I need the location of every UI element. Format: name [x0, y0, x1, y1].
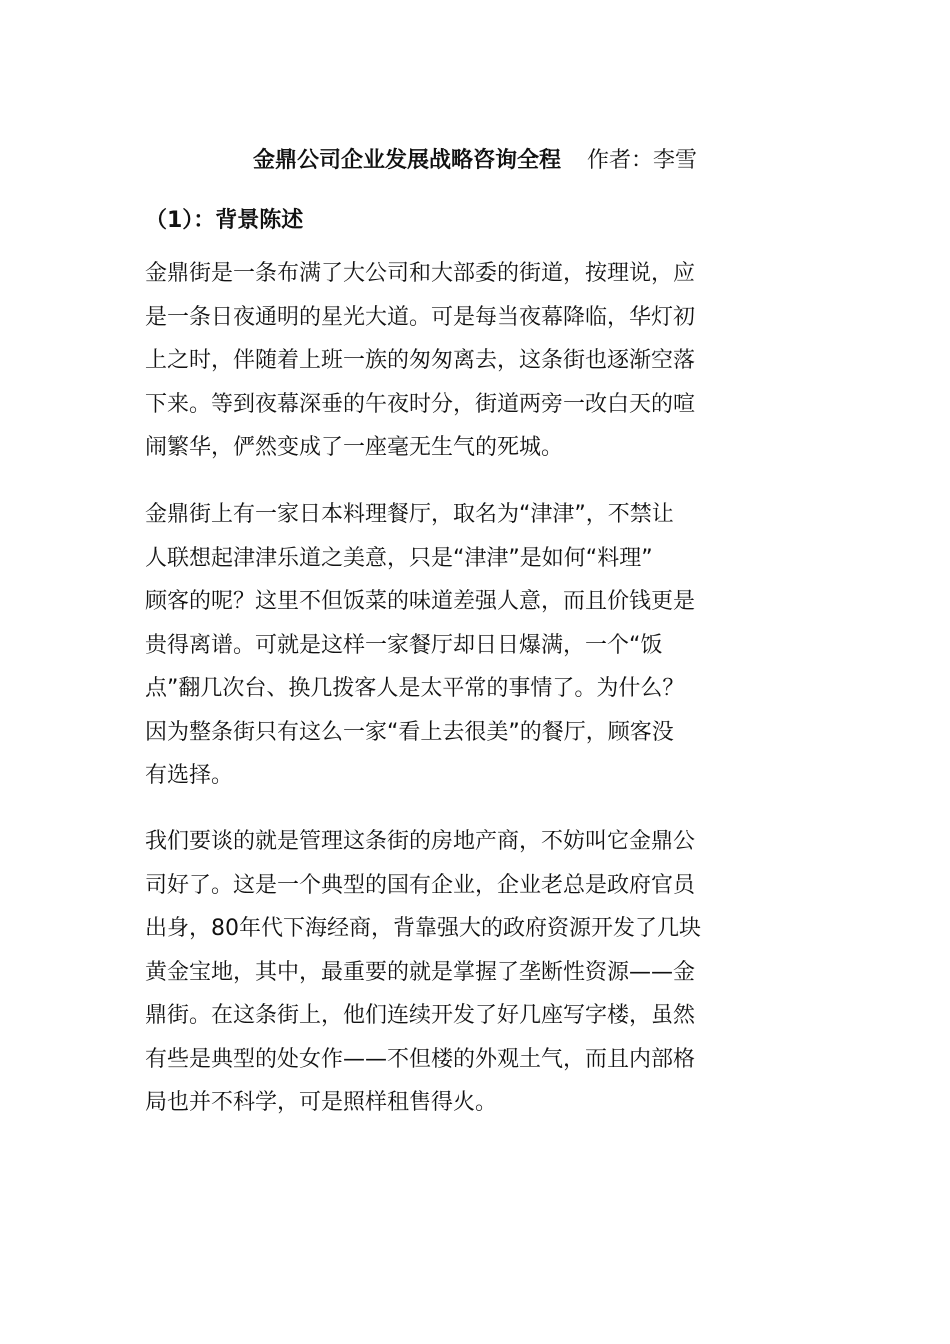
- paragraph-line: 黄金宝地，其中，最重要的就是掌握了垄断性资源——金: [145, 959, 696, 985]
- paragraph-line: 是一条日夜通明的星光大道。可是每当夜幕降临，华灯初: [145, 304, 696, 330]
- paragraph-line: 点”翻几次台、换几拨客人是太平常的事情了。为什么？: [145, 676, 685, 701]
- paragraph-line: 鼎街。在这条街上，他们连续开发了好几座写字楼，虽然: [145, 1003, 696, 1028]
- paragraph-line: 贵得离谱。可就是这样一家餐厅却日日爆满，一个“饭: [145, 632, 663, 658]
- paragraph-line: 金鼎街上有一家日本料理餐厅，取名为“津津”，不禁让: [145, 502, 674, 527]
- paragraph-line: 有些是典型的处女作——不但楼的外观土气，而且内部格: [145, 1046, 696, 1072]
- paragraph-line: 我们要谈的就是管理这条街的房地产商，不妨叫它金鼎公: [145, 829, 696, 854]
- document-author: 作者：李雪: [587, 148, 698, 173]
- paragraph-line: 有选择。: [145, 763, 234, 788]
- paragraph-line: 下来。等到夜幕深垂的午夜时分，街道两旁一改白天的喧: [145, 391, 696, 417]
- paragraph-line: 司好了。这是一个典型的国有企业，企业老总是政府官员: [145, 872, 696, 898]
- paragraph-line: 局也并不科学，可是照样租售得火。: [145, 1090, 498, 1115]
- paragraph-line: 出身，80年代下海经商，背靠强大的政府资源开发了几块: [145, 916, 701, 941]
- paragraph-line: 闹繁华，俨然变成了一座毫无生气的死城。: [145, 435, 564, 460]
- document-title-line: [0, 143, 950, 179]
- section-heading: （1）：背景陈述: [145, 208, 304, 233]
- paragraph-line: 人联想起津津乐道之美意，只是“津津”是如何“料理”: [145, 545, 653, 571]
- paragraph: [145, 252, 805, 470]
- paragraph-line: 因为整条街只有这么一家“看上去很美”的餐厅，顾客没: [145, 719, 674, 745]
- paragraph: [145, 493, 805, 798]
- paragraph-line: 金鼎街是一条布满了大公司和大部委的街道，按理说，应: [145, 261, 696, 286]
- document-title: 金鼎公司企业发展战略咨询全程: [252, 148, 561, 173]
- paragraph: [145, 820, 805, 1125]
- paragraph-line: 顾客的呢？这里不但饭菜的味道差强人意，而且价钱更是: [145, 589, 696, 614]
- paragraph-line: 上之时，伴随着上班一族的匆匆离去，这条街也逐渐空落: [145, 348, 696, 373]
